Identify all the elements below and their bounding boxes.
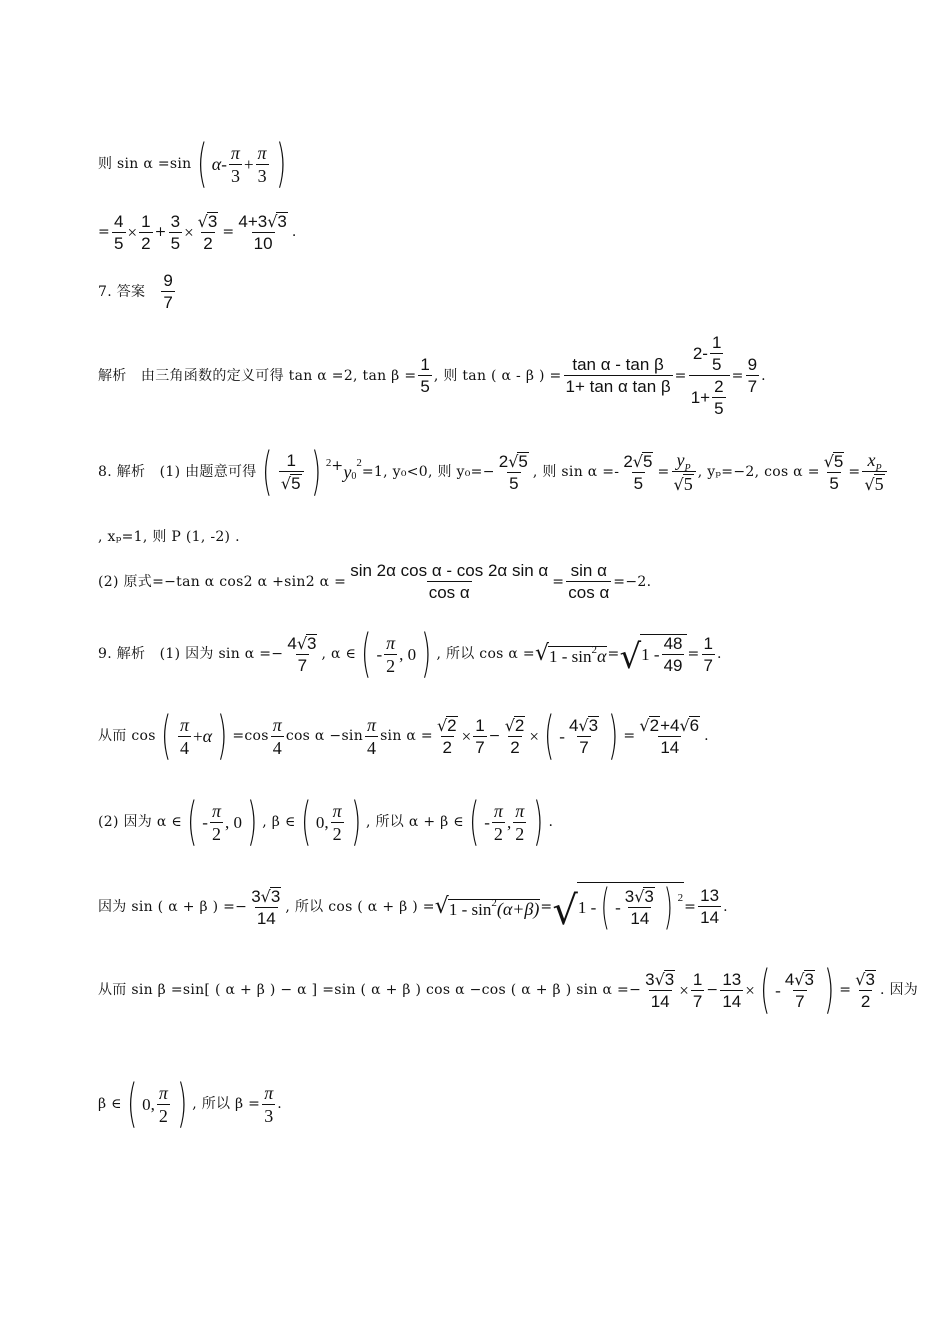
text: 因为 sin ( α + β ) =− [98, 898, 248, 915]
symbol: = [552, 573, 565, 590]
symbol: + [243, 154, 254, 174]
text: =1, y₀<0, 则 y₀=− [361, 464, 495, 480]
symbol: . [761, 367, 766, 384]
text: , α ∈ [321, 646, 357, 662]
fraction: $\frac{4}{5}$ [114, 211, 124, 253]
fraction: $\frac{9}{7}$ [163, 271, 173, 312]
q9-line4: 因为 sin ( α + β ) =− 3 √ 3 14 , 所以 cos ( α + β ) = √ $1 - \sin^2(\alpha+\beta)$ = √ 1 - ( - 3 √ 3 14 ) 2 = $\frac{13}{14}$ . [98, 879, 728, 935]
q8-part2 [98, 562, 651, 601]
fraction: $x_P$ √ 5 [862, 451, 886, 493]
q9-line2: 从而 cos ( $\frac{\pi}{4}$ + α ) =cos $\frac{\pi}{4}$ cos α −sin $\frac{\pi}{4}$ sin α = √ 2 2 × $\frac{1}{7}$ − √ 2 2 × ( - 4 √ 3 7 ) = √ 2 +4 √ 6 14 . [98, 706, 709, 766]
symbol: = [222, 224, 235, 240]
text: (2) 原式=−tan α cos2 α +sin2 α = [98, 573, 347, 590]
symbol: + [154, 224, 167, 240]
text: 则 sin α =sin [98, 156, 192, 172]
symbol: × [127, 222, 138, 242]
fraction: 4+3 √ 3 10 [238, 212, 287, 253]
fraction: $\frac{\pi}{3}$ [230, 142, 240, 186]
text: 从而 cos [98, 728, 156, 744]
line-sin-alpha [98, 134, 291, 194]
symbol: α [211, 154, 222, 174]
symbol: × [184, 222, 194, 242]
paren-close: ) [310, 442, 321, 502]
text: 9. 解析 (1) 因为 sin α =− [98, 646, 284, 662]
symbol: = [731, 367, 744, 384]
text: β ∈ [98, 1096, 122, 1112]
symbol: + [331, 458, 344, 474]
paren-open: ( [196, 134, 207, 194]
fraction: $\frac{9}{7}$ [747, 355, 758, 396]
fraction: √ 3 2 [197, 212, 218, 253]
paren-open: ( [261, 442, 272, 502]
sqrt-expression: √ $1 - \sin^2\alpha$ [534, 641, 607, 666]
fraction: 2 √ 5 5 [498, 452, 528, 493]
symbol: . [291, 224, 297, 240]
text: 解析 由三角函数的定义可得 tan α =2, tan β = [98, 367, 417, 384]
fraction: $\frac{3}{5}$ [170, 211, 181, 253]
text: = [98, 224, 111, 240]
symbol: = [674, 367, 687, 384]
fraction: $\frac{\text{sin 2α cos α - cos 2α sin α}}{\text{cos α}}$ [350, 561, 549, 602]
q7-answer [98, 272, 177, 311]
q7-solution [98, 334, 766, 417]
fraction: $\frac{\pi}{3}$ [257, 142, 267, 186]
fraction: 1 √ 5 [279, 452, 304, 492]
text: , 则 sin α =- [532, 464, 620, 480]
fraction: 4 √ 3 7 [287, 634, 317, 675]
fraction: $\frac{1}{5}$ [420, 355, 430, 396]
q9-line5: 从而 sin β =sin[ ( α + β ) − α ] =sin ( α + β ) cos α −cos ( α + β ) sin α =− 3 √ 3 14 × $\frac{1}{7}$ − $\frac{13}{14}$ × ( - 4 √ 3 7 ) = √ 3 2 . 因为 [98, 960, 919, 1020]
symbol: = [657, 464, 670, 480]
fraction: 2 √ 5 5 [623, 452, 653, 493]
text: 从而 sin β =sin[ ( α + β ) − α ] =sin ( α + β ) cos α −cos ( α + β ) sin α =− [98, 982, 642, 998]
question-label: 7. 答案 [98, 283, 146, 300]
fraction: $y_P$ √ 5 [672, 451, 696, 493]
symbol: = [848, 464, 861, 480]
text: =−2. [613, 573, 652, 590]
q9-line1: 9. 解析 (1) 因为 sin α =− 4 √ 3 7 , α ∈ ( - $\frac{\pi}{2}$ , 0 ) , 所以 cos α = √ $1 - \sin^2\alpha$ = √ 1 - $\frac{48}{49}$ = $\frac{1}{7}$ . [98, 624, 722, 684]
text: 8. 解析 (1) 由题意可得 [98, 464, 257, 480]
q8-line2 [98, 530, 240, 544]
paren-close: ) [275, 134, 286, 194]
sqrt-expression: √ 1 - $\frac{48}{49}$ [619, 634, 687, 674]
text: (2) 因为 α ∈ [98, 814, 182, 830]
text: , xₚ=1, 则 P (1, -2) . [98, 529, 240, 545]
text: , yₚ=−2, cos α = [697, 464, 820, 480]
fraction: $\frac{\text{tan α - tan β}}{\text{1+ tan α tan β}}$ [565, 355, 671, 396]
exponent: 2 [325, 456, 332, 469]
line-result [98, 212, 297, 252]
text: , 所以 cos α = [436, 646, 535, 662]
symbol: - [221, 154, 227, 174]
fraction: √ 5 5 [823, 452, 844, 493]
text: , 则 tan ( α - β ) = [433, 367, 562, 384]
fraction: $\frac{\text{sin α}}{\text{cos α}}$ [568, 561, 610, 602]
fraction: $\frac{1}{2}$ [141, 211, 151, 253]
q9-line6: β ∈ ( 0, $\frac{\pi}{2}$ ) , 所以 β = $\frac{\pi}{3}$ . [98, 1074, 283, 1134]
compound-fraction: 2- $\frac{1}{5}$ 1+ $\frac{2}{5}$ [689, 334, 730, 417]
symbol: y [343, 462, 352, 482]
q8-line1: 8. 解析 (1) 由题意可得 ( 1 √ 5 ) 2 + y 0 2 =1, y₀<0, 则 y₀=− 2 √ 5 5 , 则 sin α =- 2 √ 5 5 = $y_P$ √ 5 , yₚ=−2, cos α = √ 5 5 = $x_P$ √ 5 [98, 446, 889, 498]
q9-part2: (2) 因为 α ∈ ( - $\frac{\pi}{2}$ , 0 ) , β ∈ ( 0, $\frac{\pi}{2}$ ) , 所以 α + β ∈ ( - $\frac{\pi}{2}$ , $\frac{\pi}{2}$ ) . [98, 792, 554, 852]
